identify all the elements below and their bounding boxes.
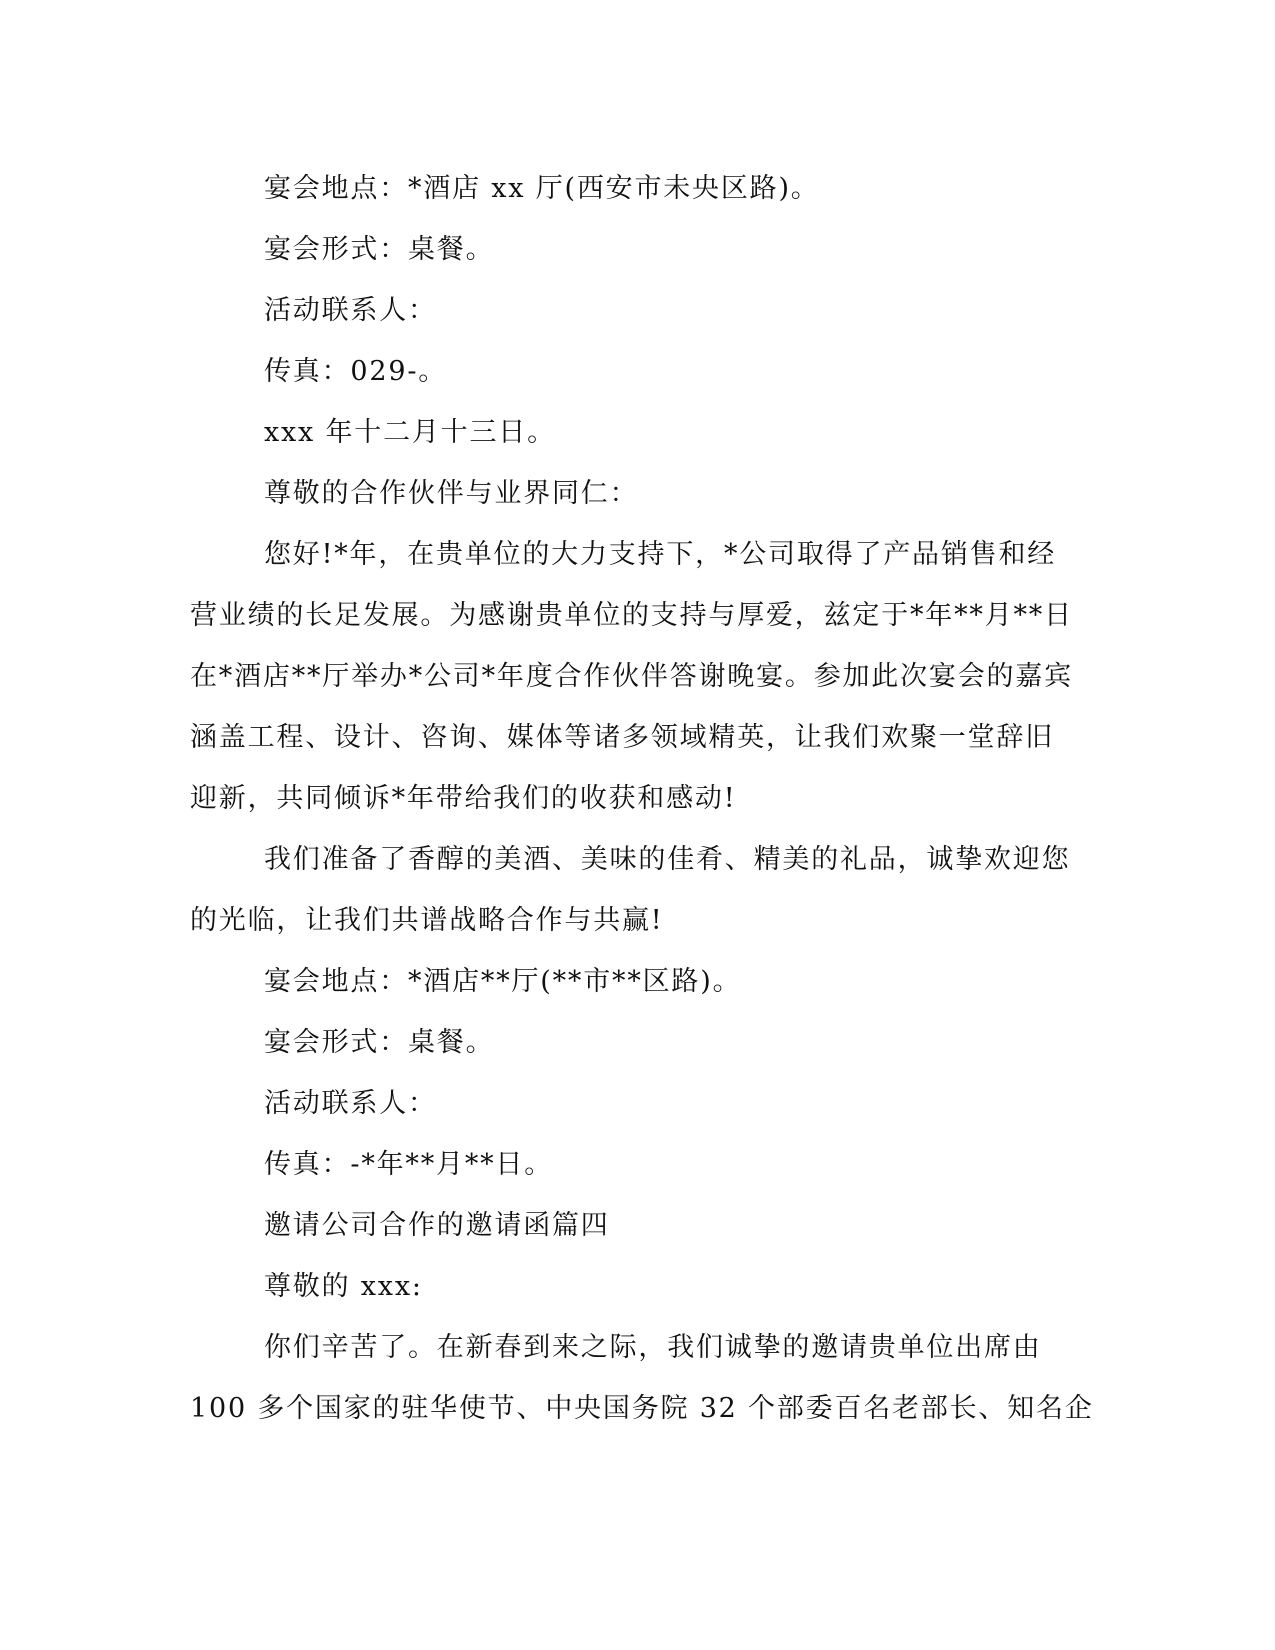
paragraph-line: 100 多个国家的驻华使节、中央国务院 32 个部委百名老部长、知名企: [190, 1393, 1094, 1424]
paragraph-line: 的光临，让我们共谱战略合作与共赢!: [190, 905, 664, 936]
document-body: [190, 158, 1094, 1439]
banquet-venue-line: 宴会地点：*酒店**厅(**市**区路)。: [264, 966, 742, 997]
paragraph-line: 营业绩的长足发展。为感谢贵单位的支持与厚爱，兹定于*年**月**日: [190, 600, 1073, 631]
section-heading: 邀请公司合作的邀请函篇四: [264, 1210, 610, 1241]
banquet-venue-line: 宴会地点：*酒店 xx 厅(西安市未央区路)。: [264, 173, 820, 204]
contact-person-line: 活动联系人：: [264, 1088, 437, 1119]
contact-person-line: 活动联系人：: [264, 295, 437, 326]
paragraph-line: 在*酒店**厅举办*公司*年度合作伙伴答谢晚宴。参加此次宴会的嘉宾: [190, 661, 1073, 692]
salutation-line: 尊敬的合作伙伴与业界同仁：: [264, 478, 639, 509]
salutation-line: 尊敬的 xxx:: [264, 1271, 423, 1302]
paragraph-line: 涵盖工程、设计、咨询、媒体等诸多领域精英，让我们欢聚一堂辞旧: [190, 722, 1054, 753]
paragraph-line: 您好!*年，在贵单位的大力支持下，*公司取得了产品销售和经: [264, 539, 1057, 570]
paragraph-line: 我们准备了香醇的美酒、美味的佳肴、精美的礼品，诚挚欢迎您: [264, 844, 1071, 875]
paragraph-line: 迎新，共同倾诉*年带给我们的收获和感动!: [190, 783, 737, 814]
banquet-format-line: 宴会形式：桌餐。: [264, 1027, 495, 1058]
paragraph-line: 你们辛苦了。在新春到来之际，我们诚挚的邀请贵单位出席由: [264, 1332, 1042, 1363]
banquet-format-line: 宴会形式：桌餐。: [264, 234, 495, 265]
fax-line: 传真：029-。: [264, 356, 448, 387]
date-line: xxx 年十二月十三日。: [264, 417, 556, 448]
fax-date-line: 传真：-*年**月**日。: [264, 1149, 554, 1180]
